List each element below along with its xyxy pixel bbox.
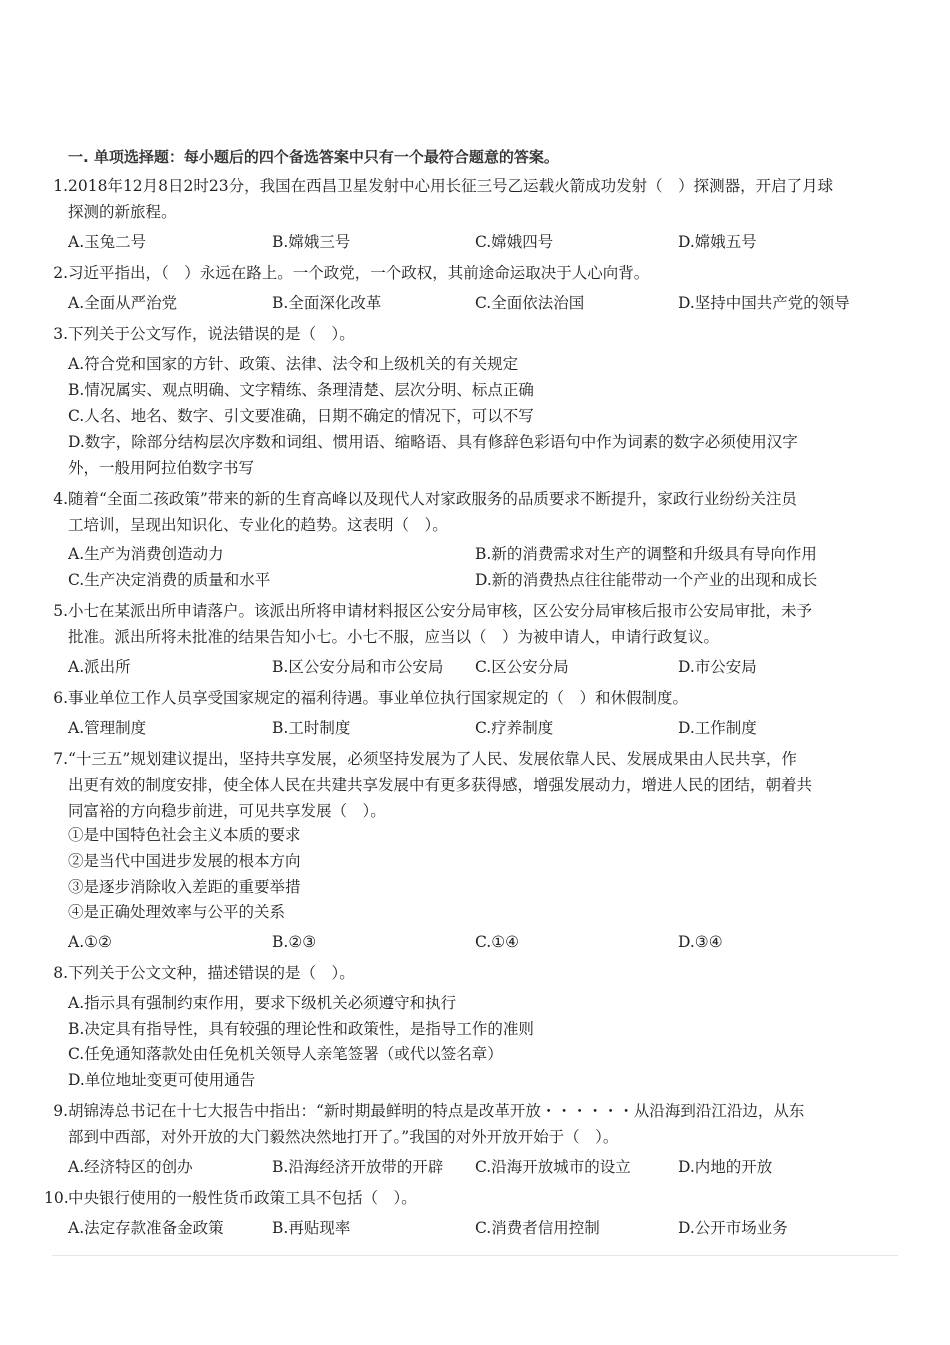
section-title: 一. 单项选择题：每小题后的四个备选答案中只有一个最符合题意的答案。 bbox=[68, 148, 559, 166]
option-a: A.管理制度 bbox=[68, 719, 147, 737]
question-number: 9. bbox=[53, 1102, 68, 1120]
statement-3: ③是逐步消除收入差距的重要举措 bbox=[68, 878, 301, 896]
option-d: D.坚持中国共产党的领导 bbox=[678, 294, 850, 312]
option-c: C.人名、地名、数字、引文要准确，日期不确定的情况下，可以不写 bbox=[68, 407, 534, 425]
question-number: 2. bbox=[53, 264, 68, 282]
option-d: D.工作制度 bbox=[678, 719, 757, 737]
option-a: A.玉兔二号 bbox=[68, 233, 147, 251]
question-number: 8. bbox=[53, 964, 68, 982]
option-c: C.①④ bbox=[475, 933, 520, 951]
question-number: 1. bbox=[53, 177, 68, 195]
option-a: A.生产为消费创造动力 bbox=[68, 545, 224, 563]
option-b: B.区公安分局和市公安局 bbox=[272, 658, 444, 676]
question-text-line: 下列关于公文写作，说法错误的是（ ）。 bbox=[68, 325, 355, 343]
option-c: C.全面依法治国 bbox=[475, 294, 585, 312]
question-text-line: 中央银行使用的一般性货币政策工具不包括（ ）。 bbox=[68, 1189, 417, 1207]
question-text-line: 下列关于公文文种，描述错误的是（ ）。 bbox=[68, 964, 355, 982]
question-text-line: 事业单位工作人员享受国家规定的福利待遇。事业单位执行国家规定的（ ）和休假制度。 bbox=[68, 689, 689, 707]
option-b: B.全面深化改革 bbox=[272, 294, 382, 312]
question-number: 4. bbox=[53, 490, 68, 508]
option-d: D.内地的开放 bbox=[678, 1158, 773, 1176]
question-number: 6. bbox=[53, 689, 68, 707]
question-text-line: 习近平指出，（ ）永远在路上。一个政党，一个政权，其前途命运取决于人心向背。 bbox=[68, 264, 650, 282]
option-c: C.消费者信用控制 bbox=[475, 1219, 600, 1237]
option-d: D.③④ bbox=[678, 933, 723, 951]
option-c: C.嫦娥四号 bbox=[475, 233, 554, 251]
option-d: D.单位地址变更可使用通告 bbox=[68, 1071, 256, 1089]
option-b: B.沿海经济开放带的开辟 bbox=[272, 1158, 444, 1176]
statement-1: ①是中国特色社会主义本质的要求 bbox=[68, 826, 301, 844]
question-text-line: 出更有效的制度安排，使全体人民在共建共享发展中有更多获得感，增强发展动力，增进人民的团结，朝着共 bbox=[68, 776, 813, 794]
option-c: C.疗养制度 bbox=[475, 719, 554, 737]
question-text-line: 部到中西部，对外开放的大门毅然决然地打开了。”我国的对外开放开始于（ ）。 bbox=[68, 1128, 619, 1146]
option-d: D.新的消费热点往往能带动一个产业的出现和成长 bbox=[475, 571, 818, 589]
option-a: A.指示具有强制约束作用，要求下级机关必须遵守和执行 bbox=[68, 994, 457, 1012]
option-c: C.任免通知落款处由任免机关领导人亲笔签署（或代以签名章） bbox=[68, 1045, 503, 1063]
option-a: A.派出所 bbox=[68, 658, 131, 676]
option-b: B.再贴现率 bbox=[272, 1219, 351, 1237]
option-c: C.区公安分局 bbox=[475, 658, 569, 676]
statement-4: ④是正确处理效率与公平的关系 bbox=[68, 903, 286, 921]
option-b: B.决定具有指导性，具有较强的理论性和政策性，是指导工作的准则 bbox=[68, 1020, 534, 1038]
option-a: A.法定存款准备金政策 bbox=[68, 1219, 224, 1237]
option-a: A.全面从严治党 bbox=[68, 294, 178, 312]
question-text-line: 批准。派出所将未批准的结果告知小七。小七不服，应当以（ ）为被申请人，申请行政复议。 bbox=[68, 628, 720, 646]
option-a: A.①② bbox=[68, 933, 112, 951]
question-text-line: 2018年12月8日2时23分，我国在西昌卫星发射中心用长征三号乙运载火箭成功发射（ ）探测器，开启了月球 bbox=[68, 177, 834, 195]
option-a: A.符合党和国家的方针、政策、法律、法令和上级机关的有关规定 bbox=[68, 355, 519, 373]
option-b: B.工时制度 bbox=[272, 719, 351, 737]
option-b: B.嫦娥三号 bbox=[272, 233, 351, 251]
option-a: A.经济特区的创办 bbox=[68, 1158, 193, 1176]
question-number: 3. bbox=[53, 325, 68, 343]
option-d: D.嫦娥五号 bbox=[678, 233, 757, 251]
option-d: D.数字，除部分结构层次序数和词组、惯用语、缩略语、具有修辞色彩语句中作为词素的数字必须使用汉字 bbox=[68, 433, 798, 451]
option-b: B.②③ bbox=[272, 933, 317, 951]
option-d: D.市公安局 bbox=[678, 658, 757, 676]
question-number: 10. bbox=[44, 1189, 69, 1207]
option-b: B.新的消费需求对生产的调整和升级具有导向作用 bbox=[475, 545, 817, 563]
option-d: D.公开市场业务 bbox=[678, 1219, 788, 1237]
question-text-line: 探测的新旅程。 bbox=[68, 203, 177, 221]
option-c: C.生产决定消费的质量和水平 bbox=[68, 571, 271, 589]
question-text-line: 随着“全面二孩政策”带来的新的生育高峰以及现代人对家政服务的品质要求不断提升，家政行业纷纷关注员 bbox=[68, 490, 797, 508]
question-number: 7. bbox=[53, 750, 68, 768]
question-number: 5. bbox=[53, 602, 68, 620]
statement-2: ②是当代中国进步发展的根本方向 bbox=[68, 852, 301, 870]
option-c: C.沿海开放城市的设立 bbox=[475, 1158, 631, 1176]
option-d-continued: 外，一般用阿拉伯数字书写 bbox=[68, 459, 255, 477]
option-b: B.情况属实、观点明确、文字精练、条理清楚、层次分明、标点正确 bbox=[68, 381, 534, 399]
question-text-line: 小七在某派出所申请落户。该派出所将申请材料报区公安分局审核，区公安分局审核后报市公安局审批，未予 bbox=[68, 602, 813, 620]
bottom-divider bbox=[52, 1255, 898, 1256]
question-text-line: 胡锦涛总书记在十七大报告中指出：“新时期最鲜明的特点是改革开放・・・・・・从沿海到沿江沿边，从东 bbox=[68, 1102, 805, 1120]
question-text-line: “十三五”规划建议提出，坚持共享发展，必须坚持发展为了人民、发展依靠人民、发展成果由人民共享，作 bbox=[68, 750, 797, 768]
question-text-line: 同富裕的方向稳步前进，可见共享发展（ ）。 bbox=[68, 802, 386, 820]
question-text-line: 工培训，呈现出知识化、专业化的趋势。这表明（ ）。 bbox=[68, 516, 448, 534]
